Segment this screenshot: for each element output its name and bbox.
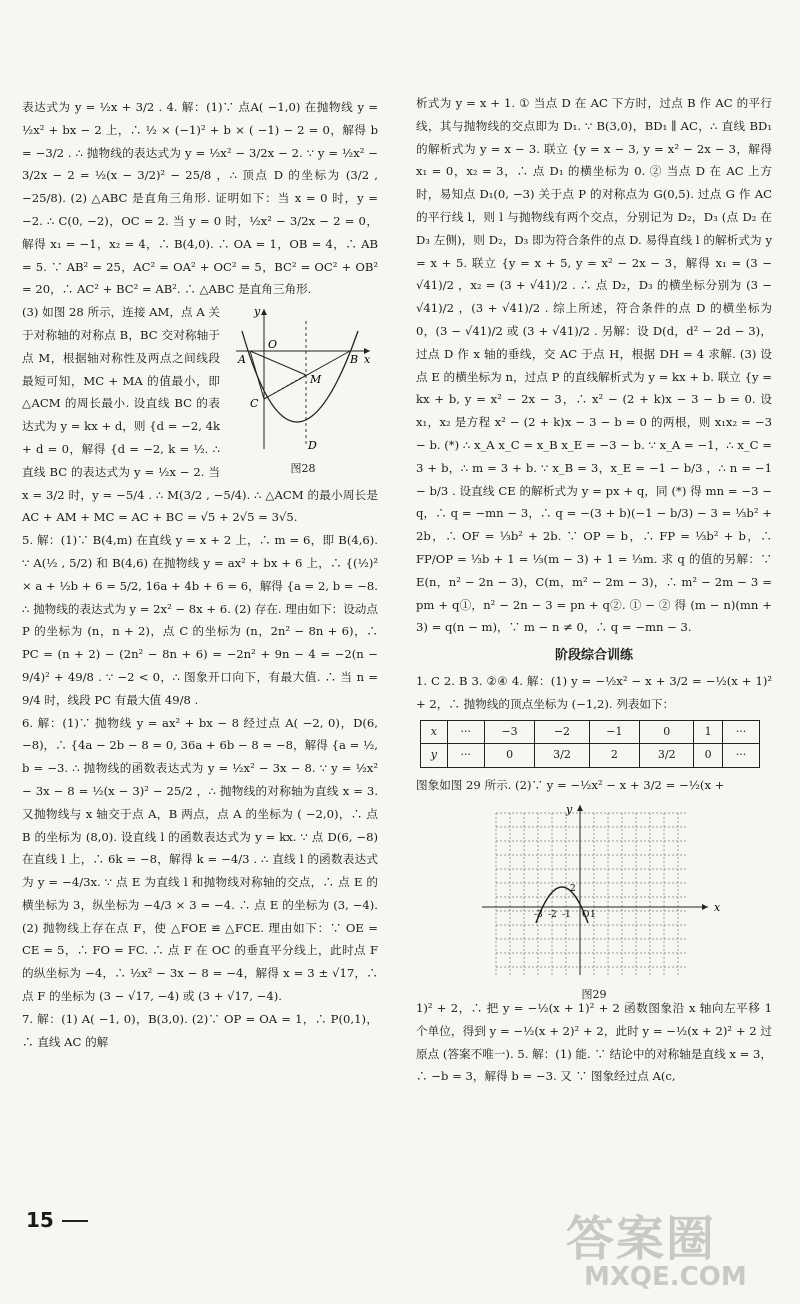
watermark-main-text: 答案圈 bbox=[566, 1211, 717, 1267]
fig29-label-o: O bbox=[582, 909, 590, 920]
values-table bbox=[420, 720, 760, 769]
table-cell: ··· bbox=[447, 744, 484, 768]
table-cell: x bbox=[421, 720, 448, 744]
grid-parabola-diagram bbox=[416, 799, 772, 979]
fig28-label-x: x bbox=[364, 353, 371, 367]
paragraph-problem-7-continued: 析式为 y = x + 1. ① 当点 D 在 AC 下方时，过点 B 作 AC 的平行线，其与抛物线的交点即为 D₁. ∵ B(3,0)，BD₁ ∥ AC，∴ 直线 BD₁ 的解析式为 y = x − 3. 联立 {y = x − 3, y = x² − 2x − 3，解得 x₁ = 0，x₂ = 3，∴ 点 D₁ 的横坐标为 0. ② 当点 D 在 AC 上方时，易知点 D₁(0, −3) 关于点 P 的对称点为 G(0,5). 过点 G 作 AC 的平行线 l，则 l 与抛物线有两个交点，分别记为 D₂，D₃ (点 D₂ 在 D₃ 左侧)，则 D₂，D₃ 即为符合条件的点 D. 易得直线 l 的解析式为 y = x + 5. 联立 {y = x + 5, y = x² − 2x − 3，解得 x₁ = (3 − √41)/2 ，x₂ = (3 + √41)/2 . ∴ 点 D₂，D₃ 的横坐标分别为 (3 − √41)/2 ，(3 + √41)/2 . 综上所述，符合条件的点 D 的横坐标为 0，(3 − √41)/2 或 (3 + √41)/2 . 另解：设 D(d，d² − 2d − 3)，过点 D 作 x 轴的垂线，交 AC 于点 H，根据 DH = 4 求解. (3) 设点 E 的横坐标为 n，过点 P 的直线解析式为 y = kx + b. 联立 {y = kx + b, y = x² − 2x − 3，∴ x² − (2 + k)x − 3 − b = 0. 设 x₁，x₂ 是方程 x² − (2 + k)x − 3 − b = 0 的两根，则 x₁x₂ = −3 − b. (*) ∴ x_A x_C = x_B x_E = −3 − b. ∵ x_A = −1，∴ x_C = 3 + b，∴ m = 3 + b. ∵ x_B = 3，x_E = −1 − b/3 ，∴ n = −1 − b/3 . 设直线 CE 的解析式为 y = px + q，同 (*) 得 mn = −3 − q，∴ q = −mn − 3，∴ q = −(3 + b)(−1 − b/3) − 3 = ⅓b² + 2b，∴ OF = ⅓b² + 2b. ∵ OP = b，∴ FP = ⅓b² + b，∴ FP/OP = ⅓b + 1 = ⅓(m − 3) + 1 = ⅓m. 求 q 的值的另解：∵ E(n，n² − 2n − 3)，C(m，m² − 2m − 3)，∴ m² − 2m − 3 = pm + q①，n² − 2n − 3 = pn + q②. ① − ② 得 (m − n)(mn + 3) = q(n − m)，∵ m − n ≠ 0，∴ q = −mn − 3. bbox=[416, 96, 772, 635]
fig28-label-m: M bbox=[310, 373, 322, 387]
table-cell: y bbox=[421, 744, 448, 768]
table-cell: 0 bbox=[694, 744, 723, 768]
table-cell: −3 bbox=[484, 720, 535, 744]
table-cell: 3/2 bbox=[535, 744, 589, 768]
table-row bbox=[421, 720, 760, 744]
fig29-label-neg2: -2 bbox=[548, 909, 557, 920]
parabola-diagram bbox=[228, 303, 378, 453]
fig29-label-1: 1 bbox=[590, 909, 596, 920]
fig29-label-neg3: -3 bbox=[534, 909, 543, 920]
paragraph-problem-7: 7. 解：(1) A( −1, 0)，B(3,0). (2)∵ OP = OA = 1，∴ P(0,1)，∴ 直线 AC 的解 bbox=[22, 1011, 378, 1049]
fig28-label-c: C bbox=[250, 397, 259, 411]
page-number-dash bbox=[62, 1220, 88, 1222]
section-title: 阶段综合训练 bbox=[554, 648, 633, 664]
fig28-label-d: D bbox=[308, 439, 317, 453]
fig28-label-a: A bbox=[238, 353, 246, 367]
figure-29 bbox=[416, 799, 772, 1001]
left-column bbox=[22, 96, 378, 1053]
fig28-label-o: O bbox=[268, 338, 278, 352]
table-cell: 1 bbox=[694, 720, 723, 744]
paragraph-problem-6: 6. 解：(1)∵ 抛物线 y = ax² + bx − 8 经过点 A( −2, 0)，D(6, −8)，∴ {4a − 2b − 8 = 0, 36a + 6b − 8 = −8，解得 {a = ½, b = −3. ∴ 抛物线的函数表达式为 y = ½x² − 3x − 8. ∵ y = ½x² − 3x − 8 = ½(x − 3)² − 25/2 ，∴ 抛物线的对称轴为直线 x = 3. 又抛物线与 x 轴交于点 A，B 两点，点 A 的坐标为 ( −2,0)，∴ 点 B 的坐标为 (8,0). 设直线 l 的函数表达式为 y = kx. ∵ 点 D(6, −8) 在直线 l 上，∴ 6k = −8，解得 k = −4/3 . ∴ 直线 l 的函数表达式为 y = −4/3x. ∵ 点 E 为直线 l 和抛物线对称轴的交点，∴ 点 E 的横坐标为 3，纵坐标为 −4/3 × 3 = −4. ∴ 点 E 的坐标为 (3, −4). (2) 抛物线上存在点 F，使 △FOE ≌ △FCE. 理由如下：∵ OE = CE = 5，∴ FO = FC. ∴ 点 F 在 OC 的垂直平分线上，此时点 F 的纵坐标为 −4，∴ ½x² − 3x − 8 = −4，解得 x = 3 ± √17，∴ 点 F 的坐标为 (3 − √17, −4) 或 (3 + √17, −4). bbox=[22, 715, 378, 1004]
figure-28 bbox=[228, 303, 378, 475]
table-cell: −2 bbox=[535, 720, 589, 744]
paragraph-after-table: 图象如图 29 所示. (2)∵ y = −½x² − x + 3/2 = −½(x + bbox=[416, 778, 725, 793]
right-column bbox=[416, 92, 772, 1088]
table-row bbox=[421, 744, 760, 768]
paragraph-stage-answers: 1. C 2. B 3. ②④ 4. 解：(1) y = −½x² − x + 3/2 = −½(x + 1)² + 2，∴ 抛物线的顶点坐标为 (−1,2). 列表如下： bbox=[416, 673, 772, 711]
table-cell: ··· bbox=[447, 720, 484, 744]
page-number: 15 bbox=[26, 1208, 54, 1232]
table-cell: 0 bbox=[640, 720, 694, 744]
fig29-label-2: 2 bbox=[570, 883, 576, 894]
fig29-label-y: y bbox=[566, 802, 573, 816]
fig28-label-y: y bbox=[254, 305, 261, 319]
paragraph-closing: 1)² + 2，∴ 把 y = −½(x + 1)² + 2 函数图象沿 x 轴向左平移 1 个单位，得到 y = −½(x + 2)² + 2，此时 y = −½(x + 2)² + 2 过原点 (答案不唯一). 5. 解：(1) 能. ∵ 结论中的对称轴是直线 x = 3，∴ −b = 3，解得 b = −3. 又 ∵ 图象经过点 A(c, bbox=[416, 1000, 772, 1084]
table-cell: 2 bbox=[589, 744, 640, 768]
figure-28-caption: 图28 bbox=[290, 461, 316, 475]
table-cell: 3/2 bbox=[640, 744, 694, 768]
watermark-logo bbox=[560, 1196, 790, 1300]
paragraph-problem-5: 5. 解：(1)∵ B(4,m) 在直线 y = x + 2 上，∴ m = 6，即 B(4,6). ∵ A(½ , 5/2) 和 B(4,6) 在抛物线 y = ax² + bx + 6 上，∴ {(½)² × a + ½b + 6 = 5/2, 16a + 4b + 6 = 6，解得 {a = 2, b = −8. ∴ 抛物线的表达式为 y = 2x² − 8x + 6. (2) 存在. 理由如下：设动点 P 的坐标为 (n，n + 2)，点 C 的坐标为 (n，2n² − 8n + 6)，∴ PC = (n + 2) − (2n² − 8n + 6) = −2n² + 9n − 4 = −2(n − 9/4)² + 49/8 . ∵ −2 < 0，∴ 图象开口向下，有最大值. ∴ 当 n = 9/4 时，线段 PC 有最大值 49/8 . bbox=[22, 533, 378, 707]
fig28-label-b: B bbox=[350, 353, 359, 367]
figure-29-caption: 图29 bbox=[581, 987, 607, 1001]
table-cell: −1 bbox=[589, 720, 640, 744]
table-cell: ··· bbox=[722, 720, 759, 744]
paragraph-problem-4-part-3: (3) 如图 28 所示，连接 AM，点 A 关于对称轴的对称点 B，BC 交对称轴于点 M，根据轴对称性及两点之间线段最短可知，MC + MA 的值最小，即 △ACM 的周长最小. 设直线 BC 的表达式为 y = kx + d，则 {d = −2, 4k + d = 0，解得 {d = −2, k = ½. ∴ 直线 BC 的表达式为 y = ½x − 2. 当 x = 3/2 时，y = −5/4 . ∴ M(3/2 , −5/4). ∴ △ACM 的最小周长是 AC + AM + MC = AC + BC = √5 + 2√5 = 3√5. bbox=[22, 305, 378, 525]
table-cell: 0 bbox=[484, 744, 535, 768]
fig29-label-x: x bbox=[714, 900, 721, 914]
watermark-url-text: MXQE.COM bbox=[584, 1262, 747, 1292]
paragraph-problem-4: 表达式为 y = ½x + 3/2 . 4. 解：(1)∵ 点A( −1,0) 在抛物线 y = ½x² + bx − 2 上，∴ ½ × (−1)² + b × ( −1) − 2 = 0，解得 b = −3/2 . ∴ 抛物线的表达式为 y = ½x² − 3/2x − 2. ∵ y = ½x² − 3/2x − 2 = ½(x − 3/2)² − 25/8 ，∴ 顶点 D 的坐标为 (3/2 , −25/8). (2) △ABC 是直角三角形. 证明如下：当 x = 0 时，y = −2. ∴ C(0, −2)，OC = 2. 当 y = 0 时，½x² − 3/2x − 2 = 0，解得 x₁ = −1，x₂ = 4，∴ B(4,0). ∴ OA = 1，OB = 4，∴ AB = 5. ∵ AB² = 25，AC² = OA² + OC² = 5，BC² = OC² + OB² = 20，∴ AC² + BC² = AB². ∴ △ABC 是直角三角形. bbox=[22, 100, 378, 297]
table-cell: ··· bbox=[722, 744, 759, 768]
fig29-label-neg1: -1 bbox=[562, 909, 571, 920]
